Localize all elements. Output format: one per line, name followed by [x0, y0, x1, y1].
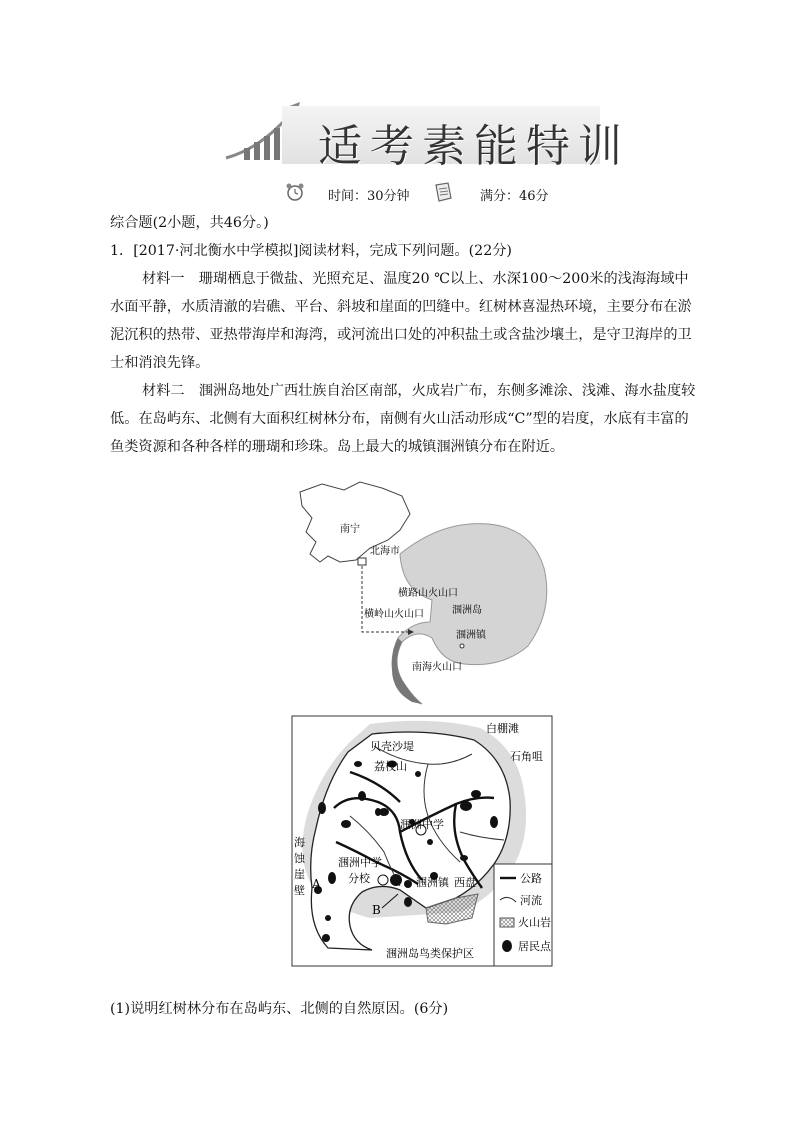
- sea-cliff-char-4: 壁: [294, 884, 305, 897]
- island-location-map: [252, 470, 592, 710]
- island-label: 涠洲岛: [452, 605, 482, 616]
- material-one: 材料一 珊瑚栖息于微盐、光照充足、温度20 ℃以上、水深100～200米的浅海海域中水面平静，水质清澈的岩礁、平台、斜坡和崖面的凹缝中。红树林喜湿热环境，主要分布在淤泥沉积的热带、亚热带海岸和海湾，或河流出口处的冲积盐土或含盐沙壤土，是守卫海岸的卫士和消浪先锋。: [110, 271, 692, 371]
- legend-volcanic: 火山岩: [518, 916, 551, 929]
- beike-label: 贝壳沙堤: [370, 740, 414, 753]
- island-detail-map: [250, 712, 594, 972]
- sea-cliff-char-1: 海: [294, 836, 305, 849]
- baipeng-label: 白棚滩: [486, 722, 519, 735]
- town-label: 涠洲镇: [416, 876, 449, 889]
- nanning-label: 南宁: [340, 524, 360, 535]
- town-label: 涠洲镇: [456, 630, 486, 641]
- branch-school-marker: [378, 875, 388, 885]
- school-label: 涠洲中学: [400, 818, 444, 831]
- reserve-label: 涠洲岛鸟类保护区: [386, 947, 474, 960]
- paper-sheet-icon: [432, 181, 454, 203]
- henglu-label: 横路山火山口: [398, 588, 458, 599]
- branch-label-2: 分校: [348, 872, 370, 885]
- point-b-label: B: [372, 903, 381, 917]
- time-score-bar: [282, 181, 582, 207]
- xipan-label: 西盘: [454, 876, 476, 889]
- shijiao-label: 石角咀: [510, 750, 543, 763]
- legend-river: 河流: [520, 894, 542, 907]
- legend-road: 公路: [520, 872, 542, 885]
- map-legend: [494, 864, 552, 966]
- beihai-label: 北海市: [370, 546, 400, 557]
- lizhi-label: 荔枝山: [374, 760, 407, 773]
- score-label: 满分：46分: [480, 189, 549, 204]
- time-label: 时间：30分钟: [328, 189, 410, 204]
- legend-settlement: 居民点: [518, 940, 551, 953]
- branch-label-1: 涠洲中学: [338, 856, 382, 869]
- material-two: 材料二 涠洲岛地处广西壮族自治区南部，火成岩广布，东侧多滩涂、浅滩、海水盐度较低。在岛屿东、北侧有大面积红树林分布，南侧有火山活动形成“C”型的岩度，水底有丰富的鱼类资源和各种各样的珊瑚和珍珠。岛上最大的城镇涠洲镇分布在附近。: [110, 383, 696, 455]
- nanhai-label: 南海火山口: [412, 662, 462, 673]
- sub-question-1: (1)说明红树林分布在岛屿东、北侧的自然原因。(6分): [110, 1001, 449, 1017]
- point-a-label: A: [312, 877, 321, 891]
- hengling-label: 横岭山火山口: [364, 609, 424, 620]
- location-marker: [358, 558, 366, 565]
- sea-cliff-char-3: 崖: [294, 868, 305, 881]
- title-banner: [222, 98, 630, 172]
- sea-cliff-char-2: 蚀: [294, 852, 305, 865]
- page-title: 适考素能特训: [318, 121, 630, 172]
- section-intro: 综合题(2小题，共46分。): [110, 215, 269, 231]
- alarm-clock-icon: [284, 181, 306, 203]
- question-stem: 1．[2017·河北衡水中学模拟]阅读材料，完成下列问题。(22分): [110, 243, 512, 259]
